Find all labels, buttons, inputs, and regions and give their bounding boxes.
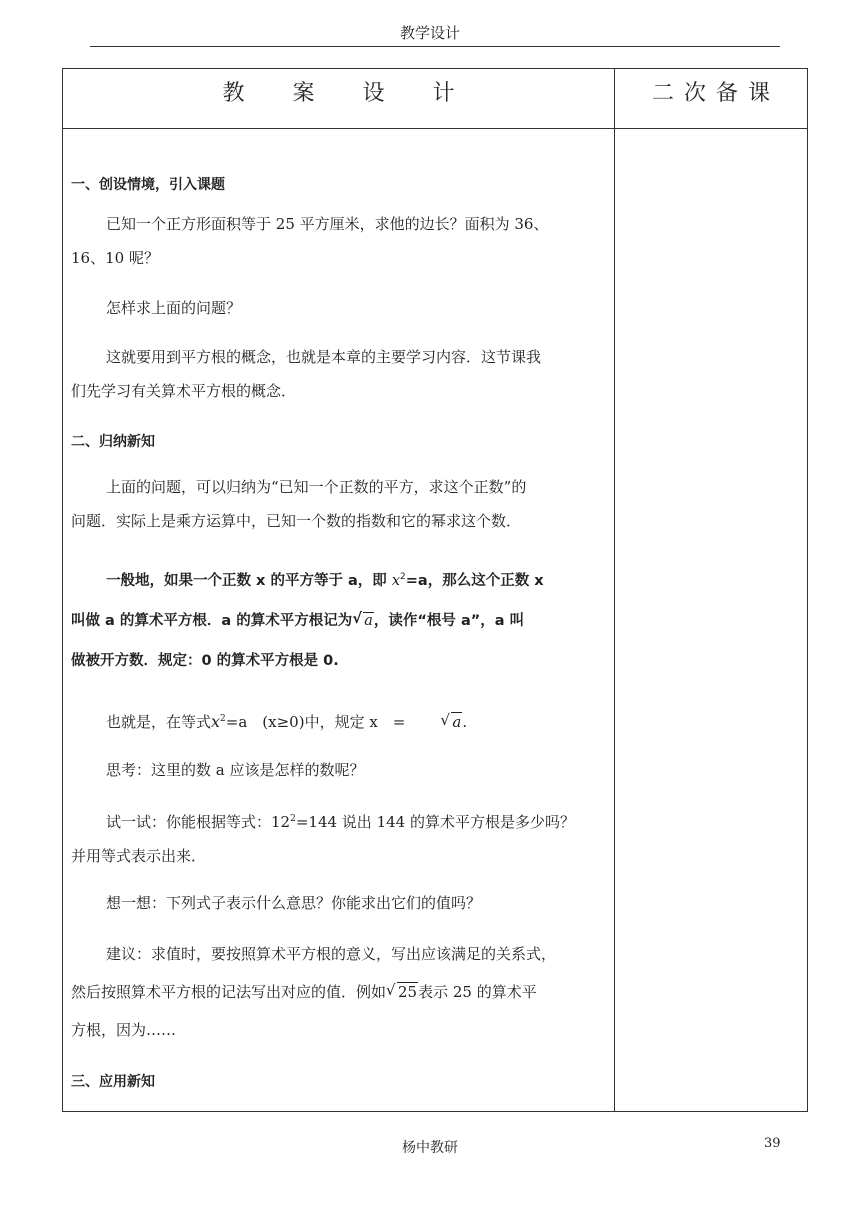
- sqrt-a-symbol: √ a: [352, 610, 373, 629]
- page-header-title: 教学设计: [399, 24, 460, 42]
- section-heading-3: 三、应用新知: [71, 1074, 155, 1090]
- footer-center: 杨中教研: [402, 1140, 458, 1156]
- suggestion-paragraph: 建议：求值时，要按照算术平方根的意义，写出应该满足的关系式， 然后按照算术平方根的记法写出对应的值．例如 √ 25表示 25 的算术平 方根，因为……: [71, 945, 557, 1039]
- definition-line-3: 做被开方数．规定：0 的算术平方根是 0.: [71, 652, 339, 669]
- page-number: 39: [764, 1136, 781, 1151]
- think-paragraph: 思考：这里的数 a 应该是怎样的数呢？: [106, 761, 365, 779]
- sqrt-a-symbol: √ a: [440, 711, 462, 731]
- paragraph-2: 怎样求上面的问题？: [106, 299, 242, 317]
- column-divider: [614, 69, 615, 1111]
- header-rule: [90, 46, 780, 47]
- paragraph-1: 已知一个正方形面积等于 25 平方厘米，求他的边长？面积为 36、 16、10 呢？: [71, 215, 549, 267]
- want-paragraph: 想一想：下列式子表示什么意思？你能求出它们的值吗？: [106, 894, 482, 912]
- equation-paragraph: 也就是，在等式$x^2=a$ (x≥0)中，规定 x = √ a.: [71, 702, 611, 739]
- section-heading-1: 一、创设情境，引入课题: [71, 177, 225, 193]
- table-header-right: 二次备课: [651, 81, 780, 106]
- table-header-left: 教案设计: [222, 81, 503, 106]
- try-paragraph: 试一试：你能根据等式：$12^2=144$ 说出 144 的算术平方根是多少吗？ 并用等式表示出来．: [71, 813, 575, 865]
- paragraph-4: 上面的问题，可以归纳为“已知一个正数的平方，求这个正数”的 问题．实际上是乘方运算中，已知一个数的指数和它的幂求这个数．: [71, 478, 527, 530]
- lesson-table: [62, 68, 808, 1112]
- sqrt-25-symbol: √ 25: [386, 981, 418, 1001]
- definition-block: [71, 557, 611, 681]
- paragraph-3: 这就要用到平方根的概念，也就是本章的主要学习内容．这节课我 们先学习有关算术平方根的概念．: [71, 348, 542, 400]
- section-heading-2: 二、归纳新知: [71, 434, 155, 450]
- definition-line-1: 一般地，如果一个正数 x 的平方等于 a，即 $x^2=a$，那么这个正数 x: [106, 572, 544, 589]
- definition-line-2: 叫做 a 的算术平方根．a 的算术平方根记为 √ a，读作“根号 a”，a 叫: [71, 601, 611, 641]
- row-divider: [63, 128, 807, 129]
